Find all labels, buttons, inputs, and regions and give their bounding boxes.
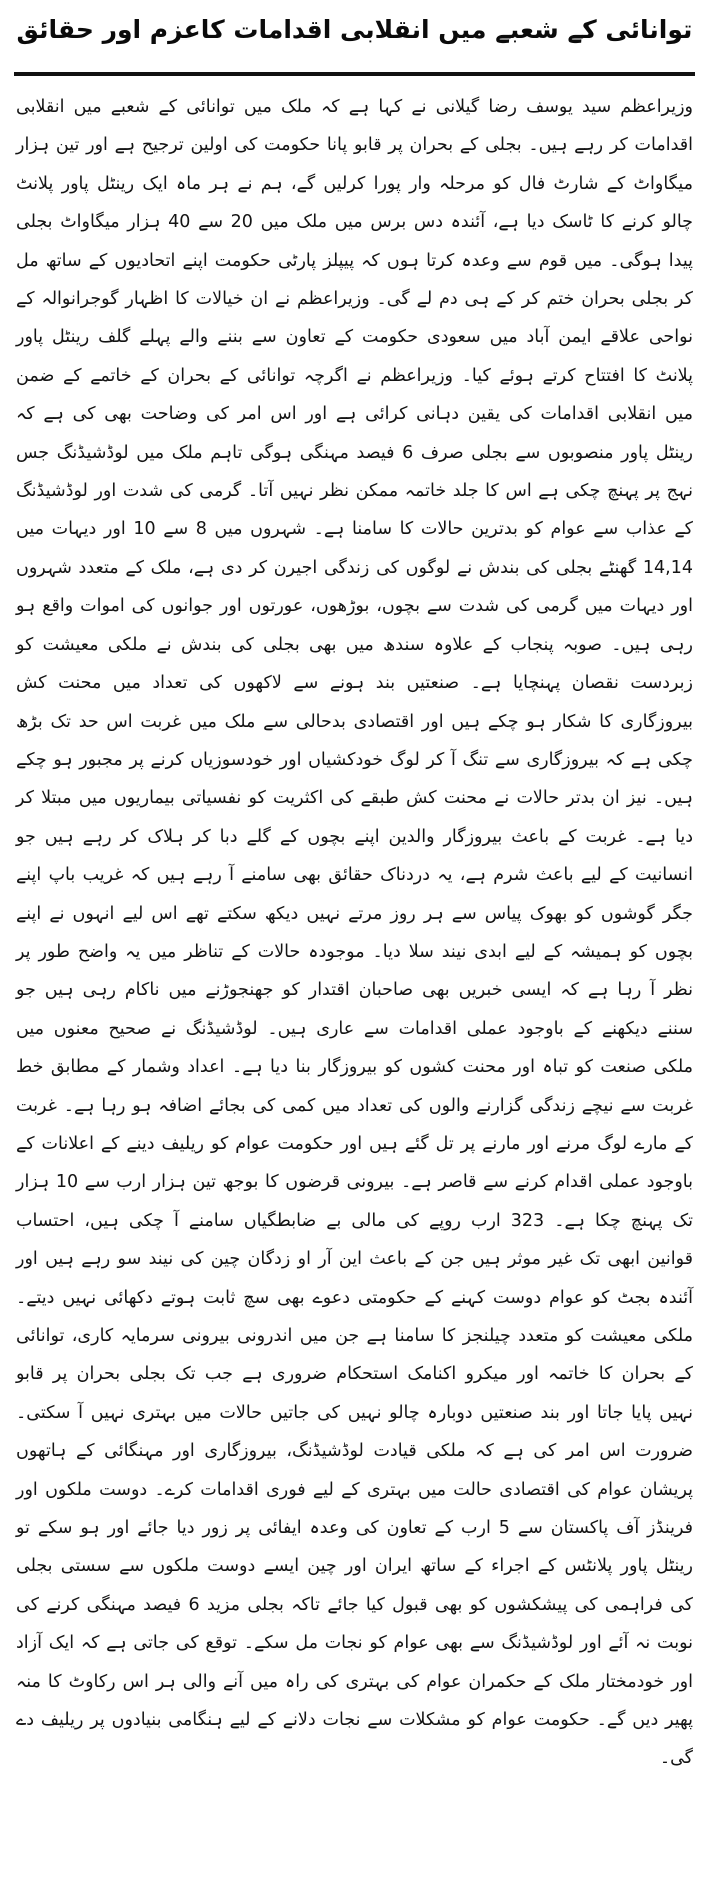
article-body: وزیراعظم سید یوسف رضا گیلانی نے کہا ہے کہ ملک میں توانائی کے شعبے میں انقلابی اقدامات کر رہے ہیں۔ بجلی کے بحران پر قابو پانا حکومت کی اولین ترجیح ہے اور تین ہزار میگاواٹ کے شارٹ فال کو مرحلہ وار پورا کرلیں گے، ہم نے ہر ماہ ایک رینٹل پاور پلانٹ چالو کرنے کا ٹاسک دیا ہے، آئندہ دس برس میں ملک میں 20 سے 40 ہزار میگاواٹ بجلی پیدا ہوگی۔ میں قوم سے وعدہ کرتا ہوں کہ پیپلز پارٹی حکومت اپنے اتحادیوں کے ساتھ مل کر بجلی بحران ختم کر کے ہی دم لے گی۔ وزیراعظم نے ان خیالات کا اظہار گوجرانوالہ کے نواحی علاقے ایمن آباد میں سعودی حکومت کے تعاون سے بننے والے پہلے گلف رینٹل پاور پلانٹ کا افتتاح کرتے ہوئے کیا۔ وزیراعظم نے اگرچہ توانائی کے بحران کے خاتمے کے ضمن میں انقلابی اقدامات کی یقین دہانی کرائی ہے اور اس امر کی وضاحت بھی کی ہے کہ رینٹل پاور منصوبوں سے بجلی صرف 6 فیصد مہنگی ہوگی تاہم ملک میں لوڈشیڈنگ جس نہج پر پہنچ چکی ہے اس کا جلد خاتمہ ممکن نظر نہیں آتا۔ گرمی کی شدت اور لوڈشیڈنگ کے عذاب سے عوام کو بدترین حالات کا سامنا ہے۔ شہروں میں 8 سے 10 اور دیہات میں 14,14 گھنٹے بجلی کی بندش نے لوگوں کی زندگی اجیرن کر دی ہے، ملک کے متعدد شہروں اور دیہات میں گرمی کی شدت سے بچوں، بوڑھوں، عورتوں اور جوانوں کی اموات واقع ہو رہی ہیں۔ صوبہ پنجاب کے علاوہ سندھ میں بھی بجلی کی بندش نے ملکی معیشت کو زبردست نقصان پہنچایا ہے۔ صنعتیں بند ہونے سے لاکھوں کی تعداد میں محنت کش بیروزگاری کا شکار ہو چکے ہیں اور اقتصادی بدحالی سے ملک میں غربت اس حد تک بڑھ چکی ہے کہ بیروزگاری سے تنگ آ کر لوگ خودکشیاں اور خودسوزیاں کرنے پر مجبور ہو چکے ہیں۔ نیز ان بدتر حالات نے محنت کش طبقے کی اکثریت کو نفسیاتی بیماریوں میں مبتلا کر دیا ہے۔ غربت کے باعث بیروزگار والدین اپنے بچوں کے گلے دبا کر ہلاک کر رہے ہیں جو انسانیت کے لیے باعث شرم ہے، یہ دردناک حقائق بھی سامنے آ رہے ہیں کہ غریب باپ اپنے جگر گوشوں کو بھوک پیاس سے ہر روز مرتے نہیں دیکھ سکتے تھے اس لیے انہوں نے اپنے بچوں کو ہمیشہ کے لیے ابدی نیند سلا دیا۔ موجودہ حالات کے تناظر میں یہ واضح طور پر نظر آ رہا ہے کہ ایسی خبریں بھی صاحبان اقتدار کو جھنجوڑنے میں ناکام رہی ہیں جو سننے دیکھنے کے باوجود عملی اقدامات سے عاری ہیں۔ لوڈشیڈنگ نے صحیح معنوں میں ملکی صنعت کو تباہ اور محنت کشوں کو بیروزگار بنا دیا ہے۔ اعداد وشمار کے مطابق خط غربت سے نیچے زندگی گزارنے والوں کی تعداد میں کمی کی بجائے اضافہ ہو رہا ہے۔ غربت کے مارے لوگ مرنے اور مارنے پر تل گئے ہیں اور حکومت عوام کو ریلیف دینے کے اعلانات کے باوجود عملی اقدام کرنے سے قاصر ہے۔ بیرونی قرضوں کا بوجھ تین ہزار ارب سے 10 ہزار تک پہنچ چکا ہے۔ 323 ارب روپے کی مالی بے ضابطگیاں سامنے آ چکی ہیں، احتساب قوانین ابھی تک غیر موثر ہیں جن کے باعث این آر او زدگان چین کی نیند سو رہے ہیں اور آئندہ بجٹ کو عوام دوست کہنے کے حکومتی دعوے بھی سچ ثابت ہوتے دکھائی نہیں دیتے۔ ملکی معیشت کو متعدد چیلنجز کا سامنا ہے جن میں اندرونی بیرونی سرمایہ کاری، توانائی کے بحران کا خاتمہ اور میکرو اکنامک استحکام ضروری ہے جب تک بجلی بحران پر قابو نہیں پایا جاتا اور بند صنعتیں دوبارہ چالو نہیں کی جاتیں حالات میں بہتری نہیں آ سکتی۔ ضرورت اس امر کی ہے کہ ملکی قیادت لوڈشیڈنگ، بیروزگاری اور مہنگائی کے ہاتھوں پریشان عوام کی اقتصادی حالت میں بہتری کے لیے فوری اقدامات کرے۔ دوست ملکوں اور فرینڈز آف پاکستان سے 5 ارب کے تعاون کی وعدہ ایفائی پر زور دیا جائے اور ہو سکے تو رینٹل پاور پلانٹس کے اجراء کے ساتھ ایران اور چین ایسے دوست ملکوں سے سستی بجلی کی فراہمی کی پیشکشوں کو بھی قبول کیا جائے تاکہ بجلی مزید 6 فیصد مہنگی کرنے کی نوبت نہ آئے اور لوڈشیڈنگ سے بھی عوام کو نجات مل سکے۔ توقع کی جاتی ہے کہ ایک آزاد اور خودمختار ملک کے حکمران عوام کی بہتری کی راہ میں آنے والی ہر اس رکاوٹ کا منہ پھیر دیں گے۔ حکومت عوام کو مشکلات سے نجات دلانے کے لیے ہنگامی بنیادوں پر ریلیف دے گی۔	[16, 97, 694, 1769]
article-headline: توانائی کے شعبے میں انقلابی اقدامات کاعزم اور حقائق	[16, 15, 693, 44]
headline-divider	[14, 72, 695, 76]
